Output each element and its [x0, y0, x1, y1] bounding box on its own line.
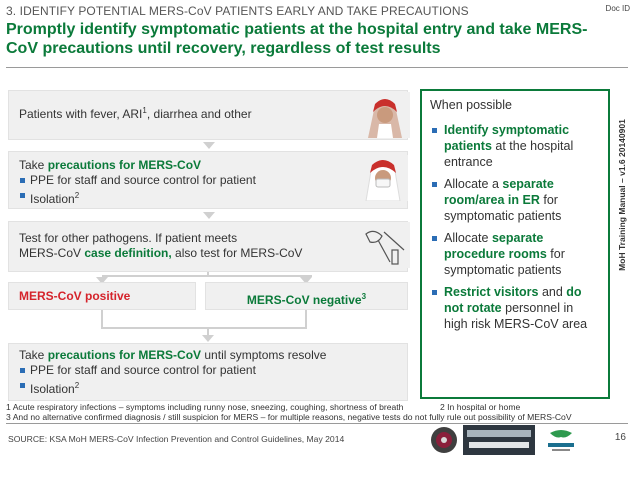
step1-rest: , diarrhea and other [146, 107, 252, 121]
step1-sup: 1 [142, 106, 147, 115]
step3-line1: Test for other pathogens. If patient meets [19, 231, 238, 245]
recommendation-procedure-rooms: Allocate separate procedure rooms for symptomatic patients [430, 230, 600, 278]
vertical-version-label: MoH Training Manual – v1.6 20140901 [617, 119, 627, 271]
result-positive [8, 282, 196, 310]
footnote-1: 1 Acute respiratory infections – symptoms including runny nose, sneezing, coughing, shortness of breath [6, 402, 404, 412]
step3-case-definition: case definition, [84, 246, 172, 260]
page-number: 16 [614, 432, 626, 443]
arrow-down-icon [203, 212, 215, 219]
page-headline: Promptly identify symptomatic patients at the hospital entry and take MERS-CoV precautions until recovery, regardless of test results [6, 21, 588, 57]
sidebox-title: When possible [430, 98, 512, 112]
patient-photo [360, 92, 410, 138]
recommendation-restrict-visitors: Restrict visitors and do not rotate personnel in high risk MERS-CoV area [430, 284, 600, 332]
connector-line [101, 310, 103, 328]
connector-line [101, 327, 307, 329]
recommendation-separate-room: Allocate a separate room/area in ER for symptomatic patients [430, 176, 600, 224]
flow-step-symptoms [8, 90, 408, 140]
swab-test-icon [360, 222, 410, 268]
step1-text: Patients with fever, ARI [19, 107, 143, 121]
step2-bullet-isolation: Isolation$^2$ [19, 188, 397, 207]
footnote-3: 3 And no alternative confirmed diagnosis / still suspicion for MERS – for multiple reasons, negative tests do not fully rule out possibility of MERS-CoV [6, 412, 572, 422]
step3-line2-lead: MERS-CoV [19, 246, 85, 260]
header-divider [6, 67, 628, 68]
footnote-2: 2 In hospital or home [440, 402, 521, 412]
emblem-logo [428, 425, 460, 455]
step4-bullet-ppe: PPE for staff and source control for patient [19, 363, 397, 378]
flow-step-until-resolve [8, 343, 408, 401]
arrow-down-icon [203, 142, 215, 149]
flow-step-testing [8, 221, 408, 272]
command-control-center-logo [463, 425, 535, 455]
negative-label: MERS-CoV negative [246, 293, 362, 307]
step4-rest: until symptoms resolve [201, 348, 327, 362]
step4-bullet-isolation: Isolation$^2$ [19, 378, 397, 397]
arrow-down-icon [202, 335, 214, 342]
source-citation: SOURCE: KSA MoH MERS-CoV Infection Prevention and Control Guidelines, May 2014 [8, 434, 345, 444]
step4-lead: Take [19, 348, 48, 362]
step3-line2-rest: also test for MERS-CoV [171, 246, 303, 260]
positive-label: MERS-CoV positive [19, 289, 131, 303]
step4-highlight: precautions for MERS-CoV [47, 348, 202, 362]
connector-line [207, 328, 209, 335]
recommendations-box [420, 89, 610, 399]
doc-id: Doc ID [605, 4, 630, 13]
step2-bullet-ppe: PPE for staff and source control for patient [19, 173, 397, 188]
connector-line [305, 310, 307, 328]
section-title: 3. IDENTIFY POTENTIAL MERS-CoV PATIENTS EARLY AND TAKE PRECAUTIONS [6, 4, 469, 18]
step2-highlight: precautions for MERS-CoV [47, 158, 202, 172]
masked-patient-photo [358, 155, 408, 201]
connector-line [102, 275, 312, 277]
ministry-of-health-logo [544, 425, 578, 455]
footer-divider [6, 423, 628, 424]
step2-lead: Take [19, 158, 48, 172]
result-negative [205, 282, 408, 310]
flow-step-precautions [8, 151, 408, 209]
recommendation-identify: Identify symptomatic patients at the hospital entrance [430, 122, 600, 170]
negative-sup: 3 [361, 292, 367, 301]
